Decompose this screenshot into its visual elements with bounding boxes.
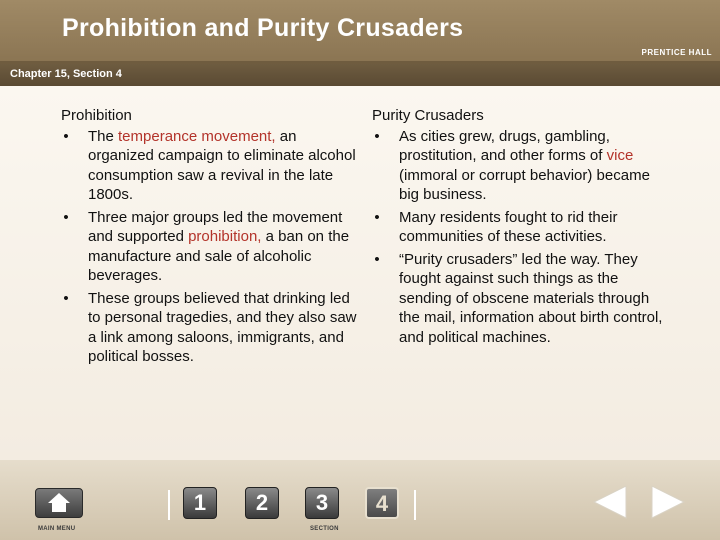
section-1-button[interactable]: 1 [183,487,217,519]
divider [414,490,416,520]
bullet-text: an organized campaign to eliminate alcohol consumption saw a revival in the late 1800s. [88,127,356,203]
list-item [61,208,361,286]
section-4-button[interactable]: 4 [365,487,399,519]
bullet-text: “Purity crusaders” led the way. They fought against such things as the sending of obscene materials through the mail, information about birth control, and political machines. [399,250,663,346]
title-bar [0,0,720,64]
column-heading: Prohibition [61,107,132,124]
slide-content [0,86,720,460]
list-item [61,127,361,205]
bullet-icon: • [63,127,69,145]
bullet-text: Many residents fought to rid their communities of these activities. [399,208,618,245]
bullet-icon: • [374,208,380,226]
slide-title: Prohibition and Purity Crusaders [62,14,464,42]
column-heading: Purity Crusaders [372,107,484,124]
purity-crusaders-column [372,106,672,350]
brand-logo: PRENTICE HALL [641,48,712,57]
divider [168,490,170,520]
list-item [372,250,672,348]
bullet-icon: • [374,127,380,145]
main-menu-button[interactable] [35,488,83,518]
main-menu-label: MAIN MENU [38,526,76,532]
bullet-text: The [88,127,119,145]
bullet-list [61,127,361,367]
key-term: prohibition, [188,228,262,245]
section-3-button[interactable]: 3 [305,487,339,519]
chapter-label: Chapter 15, Section 4 [10,68,122,80]
bullet-icon: • [374,250,380,268]
bullet-icon: • [63,289,69,307]
bullet-text: These groups believed that drinking led to personal tragedies, and they also saw a link among saloons, immigrants, and political bosses. [88,289,357,365]
bullet-text: a ban on the manufacture and sale of alcoholic beverages. [88,228,350,284]
bullet-text: As cities grew, drugs, gambling, prostitution, and other forms of [399,127,610,164]
list-item [372,127,672,205]
triangle-left-icon[interactable] [590,482,630,522]
navigation-bar [0,460,720,540]
section-2-button[interactable]: 2 [245,487,279,519]
section-label: SECTION [310,526,339,532]
list-item [61,289,361,367]
bullet-text: (immoral or corrupt behavior) became big business. [399,166,650,203]
key-term: vice [606,147,634,164]
section-bar [0,64,720,86]
bullet-text: Three major groups led the movement and supported [88,208,343,245]
bullet-icon: • [63,208,69,226]
list-item [372,208,672,247]
triangle-right-icon[interactable] [648,482,688,522]
prohibition-column [61,106,361,370]
home-icon [36,489,82,517]
bullet-list [372,127,672,348]
key-term: temperance movement, [118,127,276,145]
